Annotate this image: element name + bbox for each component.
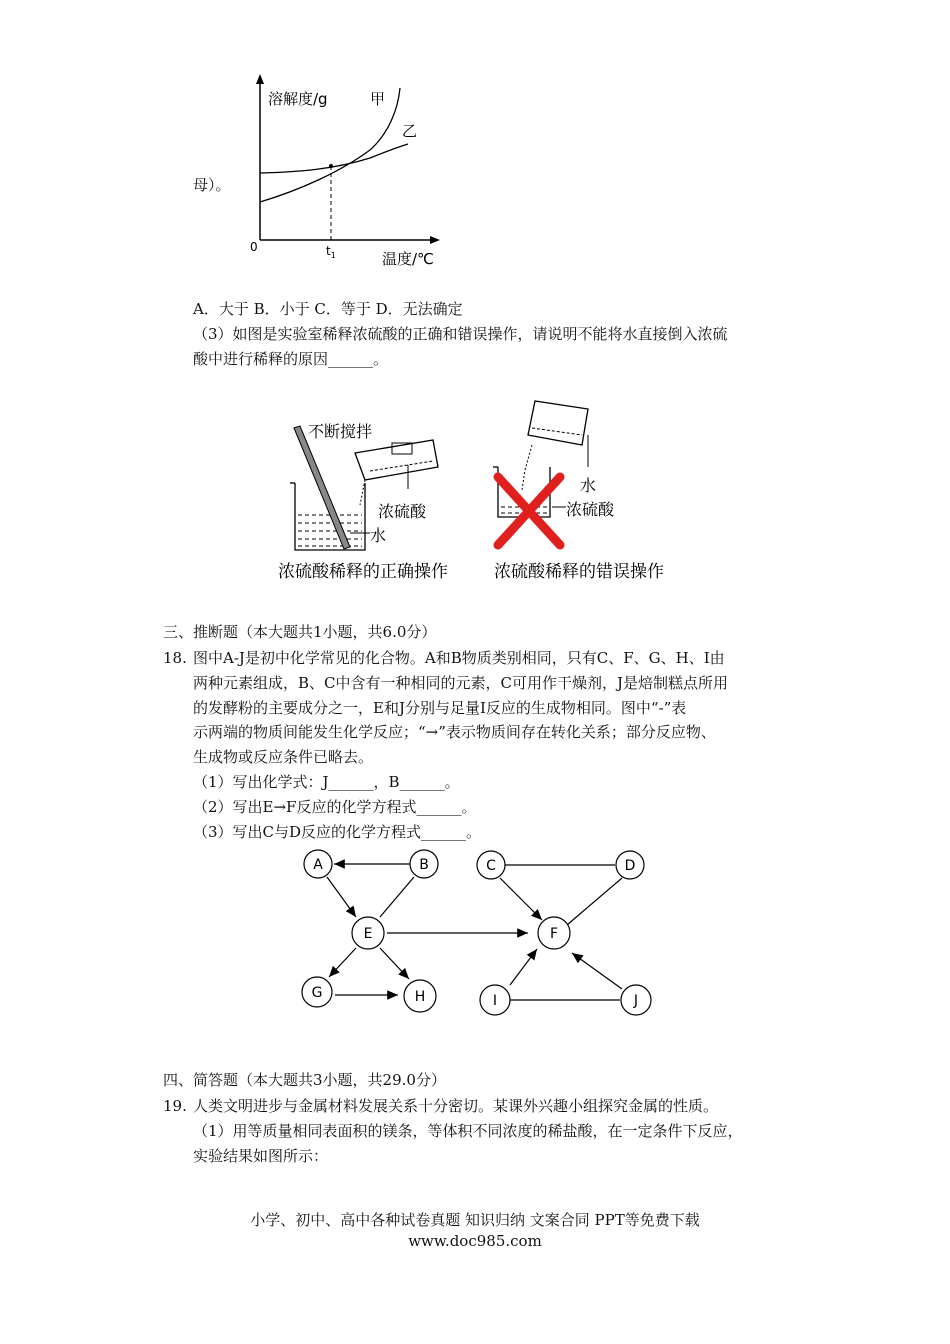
q2-options: A．大于 B．小于 C．等于 D．无法确定 <box>193 300 463 318</box>
node-c <box>477 851 505 879</box>
curve-b-label: 乙 <box>402 122 418 140</box>
q18-sub3: （3）写出C与D反应的化学方程式______。 <box>193 823 482 841</box>
node-d <box>616 851 644 879</box>
origin-label: 0 <box>250 240 258 254</box>
xlabel: 温度/℃ <box>382 250 434 268</box>
acid-label-left: 浓硫酸 <box>378 502 427 521</box>
q2-tail: 母）。 <box>193 176 231 194</box>
inference-network <box>290 845 660 1020</box>
caption-left: 浓硫酸稀释的正确操作 <box>278 562 448 582</box>
solubility-chart <box>240 70 450 270</box>
water-label-right: 水 <box>580 476 597 495</box>
node-g <box>302 977 332 1007</box>
section4-title: 四、简答题（本大题共3小题，共29.0分） <box>163 1071 446 1089</box>
svg-text:J: J <box>633 993 639 1009</box>
svg-text:H: H <box>414 989 426 1005</box>
svg-text:C: C <box>486 858 496 874</box>
q18-line: 生成物或反应条件已略去。 <box>193 748 374 766</box>
q18-sub2: （2）写出E→F反应的化学方程式______。 <box>193 798 477 816</box>
node-a <box>304 850 332 878</box>
footer-line1: 小学、初中、高中各种试卷真题 知识归纳 文案合同 PPT等免费下载 <box>250 1211 700 1229</box>
svg-text:B: B <box>419 857 429 873</box>
svg-text:G: G <box>311 985 323 1001</box>
svg-text:D: D <box>624 858 636 874</box>
q3-line1: （3）如图是实验室稀释浓硫酸的正确和错误操作，请说明不能将水直接倒入浓硫 <box>193 325 728 343</box>
stir-label: 不断搅拌 <box>308 422 373 441</box>
q19-number: 19. <box>163 1097 187 1115</box>
caption-right: 浓硫酸稀释的错误操作 <box>494 562 664 582</box>
svg-text:E: E <box>363 926 373 942</box>
dilution-figure <box>270 395 690 590</box>
acid-label-right: 浓硫酸 <box>566 500 615 519</box>
q18-line: 图中A-J是初中化学常见的化合物。A和B物质类别相同，只有C、F、G、H、I由 <box>193 649 725 667</box>
curve-yi <box>260 144 408 173</box>
node-h <box>404 980 436 1012</box>
footer-url: www.doc985.com <box>408 1232 542 1250</box>
q18-sub1: （1）写出化学式：J______，B______。 <box>193 773 460 791</box>
svg-text:A: A <box>313 857 323 873</box>
q18-line: 的发酵粉的主要成分之一，E和J分别与足量I反应的生成物相同。图中“-”表 <box>193 699 687 717</box>
q3-line2: 酸中进行稀释的原因______。 <box>193 350 389 368</box>
node-f <box>538 917 570 949</box>
section3-title: 三、推断题（本大题共1小题，共6.0分） <box>163 623 437 641</box>
svg-text:I: I <box>492 993 498 1009</box>
ylabel: 溶解度/g <box>268 90 328 108</box>
q19-line3: 实验结果如图所示： <box>193 1147 329 1165</box>
curve-a-label: 甲 <box>370 90 386 108</box>
tick-t1: $t_1$ <box>326 244 336 260</box>
node-b <box>410 850 438 878</box>
node-e <box>352 917 384 949</box>
node-i <box>480 985 510 1015</box>
q18-number: 18. <box>163 649 187 667</box>
q19-line2: （1）用等质量相同表面积的镁条，等体积不同浓度的稀盐酸，在一定条件下反应， <box>193 1122 743 1140</box>
q19-line1: 人类文明进步与金属材料发展关系十分密切。某课外兴趣小组探究金属的性质。 <box>193 1097 719 1115</box>
svg-text:F: F <box>549 926 559 942</box>
q18-line: 示两端的物质间能发生化学反应；“→”表示物质间存在转化关系；部分反应物、 <box>193 723 716 741</box>
node-j <box>621 985 651 1015</box>
q18-line: 两种元素组成，B、C中含有一种相同的元素，C可用作干燥剂，J是焙制糕点所用 <box>193 674 728 692</box>
water-label-left: 水 <box>370 526 387 545</box>
